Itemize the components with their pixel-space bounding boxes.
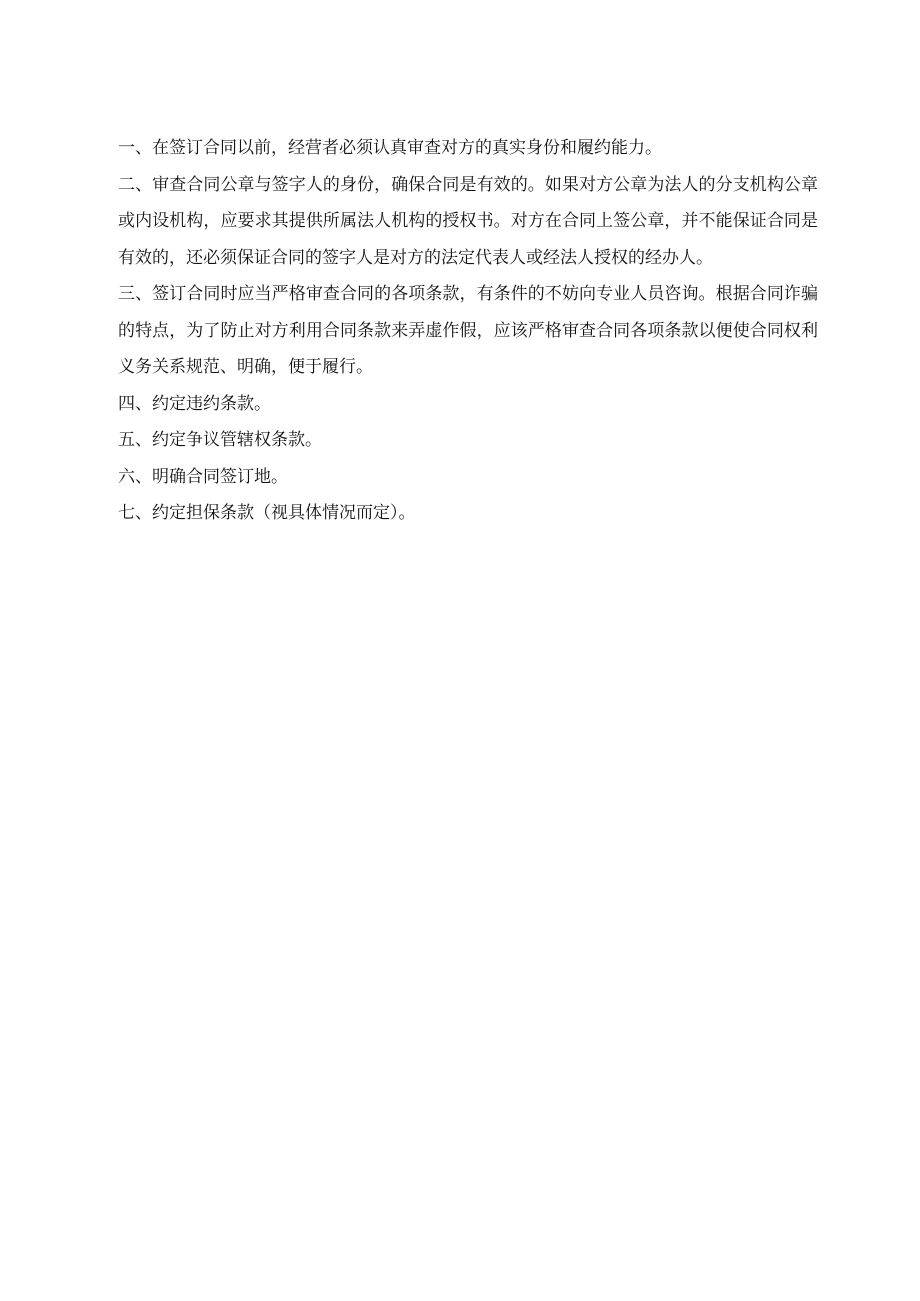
document-body	[118, 130, 818, 532]
paragraph-3: 三、签订合同时应当严格审查合同的各项条款，有条件的不妨向专业人员咨询。根据合同诈骗的特点，为了防止对方利用合同条款来弄虚作假，应该严格审查合同各项条款以便使合同权利义务关系规范、明确，便于履行。	[118, 284, 818, 377]
paragraph-4: 四、约定违约条款。	[118, 393, 271, 414]
paragraph-2: 二、审查合同公章与签字人的身份，确保合同是有效的。如果对方公章为法人的分支机构公章或内设机构，应要求其提供所属法人机构的授权书。对方在合同上签公章，并不能保证合同是有效的，还必须保证合同的签字人是对方的法定代表人或经法人授权的经办人。	[118, 174, 818, 268]
paragraph-7: 七、约定担保条款（视具体情况而定）。	[118, 503, 416, 523]
paragraph-6: 六、明确合同签订地。	[118, 466, 288, 487]
paragraph-1: 一、在签订合同以前，经营者必须认真审查对方的真实身份和履约能力。	[118, 138, 662, 158]
paragraph-5: 五、约定争议管辖权条款。	[118, 430, 322, 450]
